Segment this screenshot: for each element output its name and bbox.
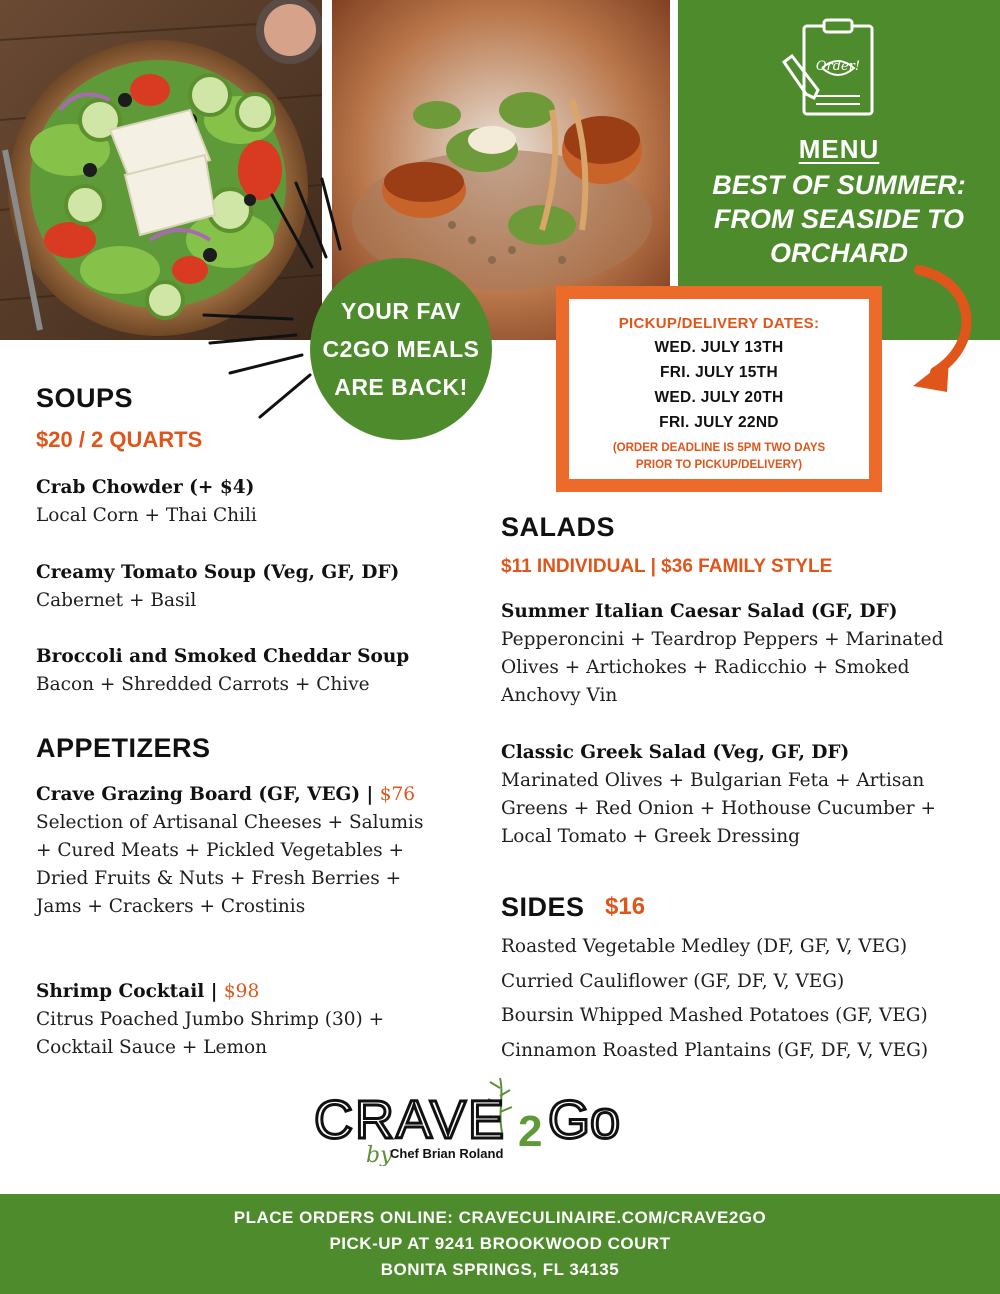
footer-pickup-address: PICK-UP AT 9241 BROOKWOOD COURT xyxy=(329,1234,671,1253)
soups-heading: SOUPS xyxy=(36,383,134,413)
salads-price: $11 INDIVIDUAL | $36 FAMILY STYLE xyxy=(501,556,833,577)
footer-order-online[interactable]: PLACE ORDERS ONLINE: CRAVECULINAIRE.COM/CRAVE2GO xyxy=(233,1208,767,1227)
badge-text: YOUR FAV C2GO MEALS ARE BACK! xyxy=(322,298,480,400)
item-name: Crave Grazing Board (GF, VEG) | xyxy=(36,784,374,805)
item-name-line xyxy=(36,978,436,1006)
pickup-dates-inner xyxy=(569,299,869,479)
menu-item xyxy=(36,978,436,1062)
side-item: Curried Cauliflower (GF, DF, V, VEG) xyxy=(501,970,845,992)
menu-item xyxy=(501,739,971,851)
item-name: Classic Greek Salad (Veg, GF, DF) xyxy=(501,742,850,763)
clipboard-order-icon xyxy=(782,16,892,120)
meals-back-badge xyxy=(310,258,492,440)
side-item: Roasted Vegetable Medley (DF, GF, V, VEG) xyxy=(501,936,908,957)
svg-text:CRAVE: CRAVE xyxy=(314,1090,507,1150)
menu-title xyxy=(684,168,994,270)
logo-by: by xyxy=(366,1143,393,1166)
sides-heading: SIDES xyxy=(501,892,585,922)
item-name: Creamy Tomato Soup (Veg, GF, DF) xyxy=(36,562,400,583)
item-desc: Pepperoncini + Teardrop Peppers + Marinated Olives + Artichokes + Radicchio + Smoked Anchovy Vin xyxy=(501,629,944,706)
side-item: Boursin Whipped Mashed Potatoes (GF, VEG) xyxy=(501,1005,928,1026)
side-item: Cinnamon Roasted Plantains (GF, DF, V, VEG) xyxy=(501,1039,929,1061)
soups-price: $20 / 2 QUARTS xyxy=(36,427,203,452)
pickup-dates-box xyxy=(556,286,882,492)
item-name-line xyxy=(36,781,436,809)
menu-item xyxy=(36,643,476,699)
date-line: WED. JULY 20TH xyxy=(654,389,784,406)
item-desc: Selection of Artisanal Cheeses + Salumis + Cured Meats + Pickled Vegetables + Dried Fruits & Nuts + Fresh Berries + Jams + Crackers + Crostinis xyxy=(36,812,424,917)
footer-city-line: BONITA SPRINGS, FL 34135 xyxy=(380,1260,620,1279)
appetizers-heading: APPETIZERS xyxy=(36,733,211,763)
crave2go-logo xyxy=(312,1074,648,1166)
menu-item xyxy=(36,559,456,615)
menu-label: MENU xyxy=(798,134,880,164)
item-price: $76 xyxy=(379,784,416,805)
menu-item xyxy=(36,781,436,921)
item-name: Summer Italian Caesar Salad (GF, DF) xyxy=(501,601,898,622)
sides-list xyxy=(501,930,981,1068)
curved-arrow-icon xyxy=(905,262,985,402)
item-desc: Citrus Poached Jumbo Shrimp (30) + Cocktail Sauce + Lemon xyxy=(36,1009,385,1058)
item-name: Crab Chowder (+ $4) xyxy=(36,477,255,498)
date-line: FRI. JULY 22ND xyxy=(659,414,779,431)
item-name: Shrimp Cocktail | xyxy=(36,981,218,1002)
date-line: FRI. JULY 15TH xyxy=(660,364,778,381)
item-desc: Local Corn + Thai Chili xyxy=(36,505,257,526)
item-desc: Bacon + Shredded Carrots + Chive xyxy=(36,674,370,695)
menu-item xyxy=(501,598,971,710)
salads-heading: SALADS xyxy=(501,512,616,542)
menu-title-text: BEST OF SUMMER: FROM SEASIDE TO ORCHARD xyxy=(712,170,966,268)
item-price: $98 xyxy=(223,981,260,1002)
logo-byline: Chef Brian Roland xyxy=(390,1146,504,1161)
menu-item xyxy=(36,474,456,530)
svg-text:Order!: Order! xyxy=(815,59,861,74)
order-deadline-note: (ORDER DEADLINE IS 5PM TWO DAYS PRIOR TO PICKUP/DELIVERY) xyxy=(612,442,826,471)
svg-text:2: 2 xyxy=(518,1107,543,1156)
footer xyxy=(0,1194,1000,1294)
date-line: WED. JULY 13TH xyxy=(654,339,784,356)
dates-heading: PICKUP/DELIVERY DATES: xyxy=(618,315,820,332)
svg-text:Go: Go xyxy=(548,1090,621,1150)
sides-price: $16 xyxy=(605,893,646,920)
item-desc: Cabernet + Basil xyxy=(36,590,197,611)
item-desc: Marinated Olives + Bulgarian Feta + Artisan Greens + Red Onion + Hothouse Cucumber + Local Tomato + Greek Dressing xyxy=(501,770,937,847)
item-name: Broccoli and Smoked Cheddar Soup xyxy=(36,646,410,667)
